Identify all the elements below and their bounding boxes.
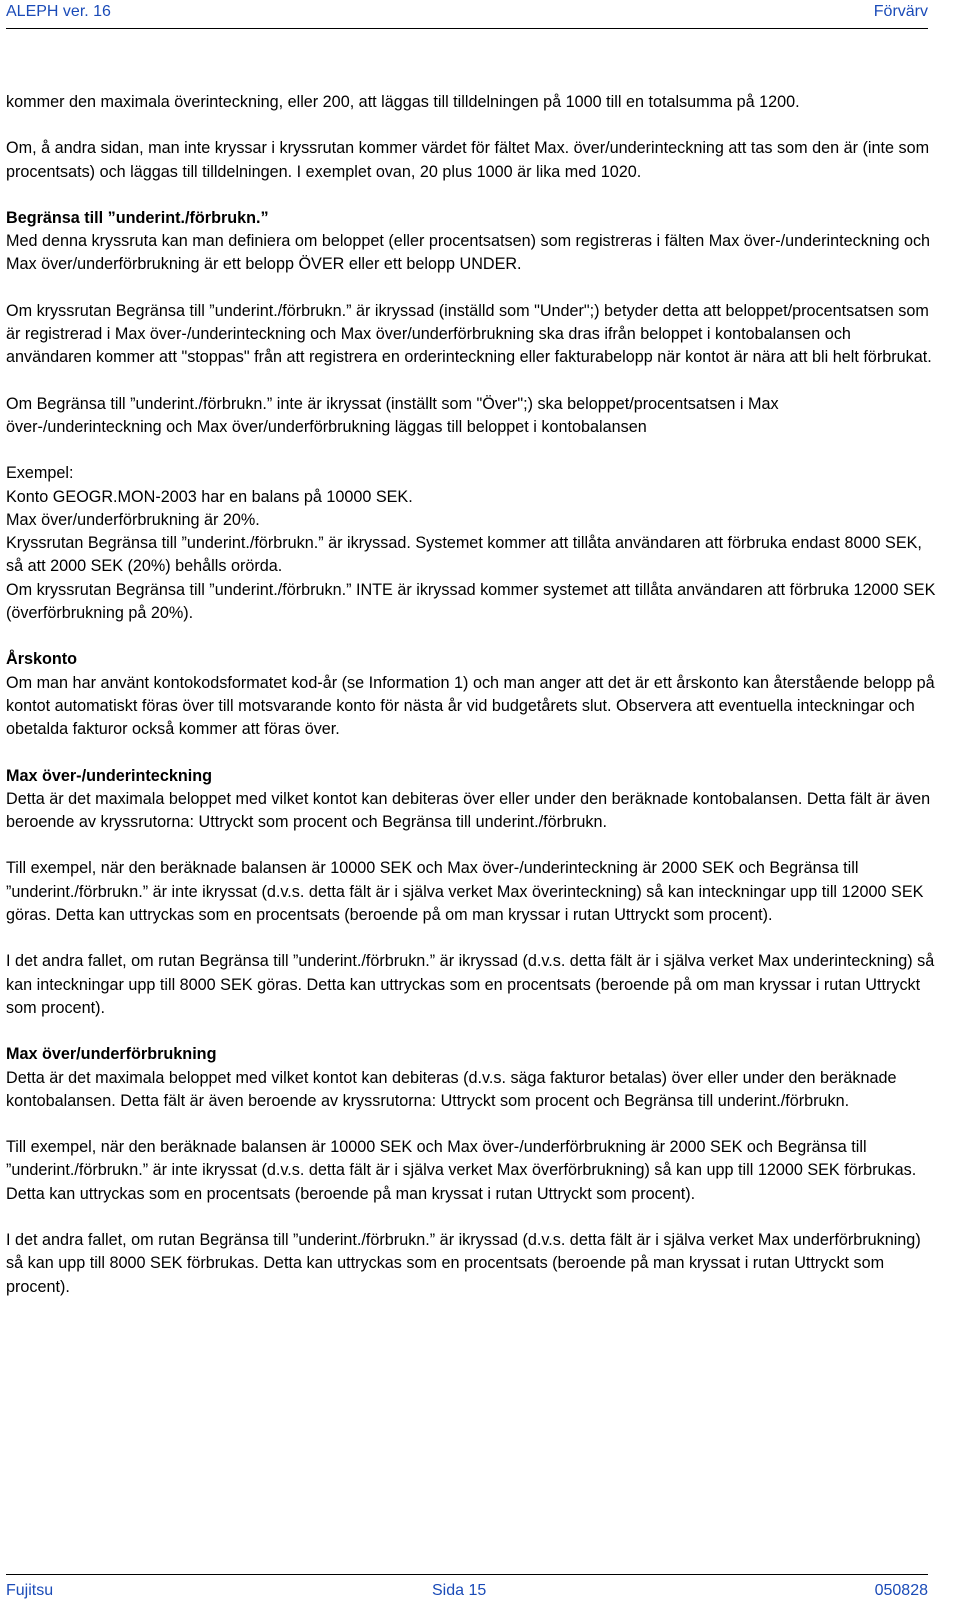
paragraph: Om kryssrutan Begränsa till ”underint./förbrukn.” är ikryssad (inställd som "Under";) betyder detta att beloppet/procentsatsen som är registrerad i Max över-/underinteckning och Max över/underförbrukning ska dras ifrån beloppet i kontobalansen och användaren kommer att "stoppas" från att registrera en orderinteckning eller fakturabelopp när kontot är nära att bli helt förbrukat. xyxy=(6,301,932,367)
section-heading: Max över/underförbrukning xyxy=(6,1045,217,1064)
footer-date: 050828 xyxy=(874,1582,928,1599)
page-number: Sida 15 xyxy=(432,1582,487,1599)
page-footer xyxy=(6,1574,928,1605)
paragraph: Med denna kryssruta kan man definiera om beloppet (eller procentsatsen) som registreras i fälten Max över-/underinteckning och Max över/underförbrukning är ett belopp ÖVER eller ett belopp UNDER. xyxy=(6,232,931,274)
footer-company: Fujitsu xyxy=(6,1582,54,1599)
section-heading: Årskonto xyxy=(6,650,78,669)
paragraph: kommer den maximala överinteckning, eller 200, att läggas till tilldelningen på 1000 till en totalsumma på 1200. xyxy=(6,93,800,111)
paragraph: Till exempel, när den beräknade balansen är 10000 SEK och Max över-/underförbrukning är 2000 SEK och Begränsa till ”underint./förbrukn.” är inte ikryssat (d.v.s. detta fält är i själva verket Max överförbrukning) så kan upp till 12000 SEK förbrukas. Detta kan uttryckas som en procentsats (beroende på man kryssat i rutan Uttryckt som procent). xyxy=(6,1138,917,1203)
paragraph: I det andra fallet, om rutan Begränsa till ”underint./förbrukn.” är ikryssad (d.v.s. detta fält är i själva verket Max underinteckning) så kan inteckningar upp till 8000 SEK göras. Detta kan uttryckas som en procentsats (beroende på om man kryssar i rutan Uttryckt som procent). xyxy=(6,952,935,1017)
header-section: Förvärv xyxy=(873,3,928,20)
paragraph: Om man har använt kontokodsformatet kod-år (se Information 1) och man anger att det är ett årskonto kan återstående belopp på kontot automatiskt föras över till motsvarande konto för nästa år vid budgetårets slut. Observera att eventuella inteckningar och obetalda fakturor också kommer att föras över. xyxy=(6,673,935,739)
section-heading: Begränsa till ”underint./förbrukn.” xyxy=(6,208,269,227)
page-header xyxy=(6,0,928,29)
example-line: Konto GEOGR.MON-2003 har en balans på 10000 SEK. xyxy=(6,487,413,506)
paragraph: Detta är det maximala beloppet med vilket kontot kan debiteras (d.v.s. säga fakturor betalas) över eller under den beräknade kontobalansen. Detta fält är även beroende av kryssrutorna: Uttryckt som procent och Begränsa till underint./förbrukn. xyxy=(6,1068,897,1110)
paragraph: Till exempel, när den beräknade balansen är 10000 SEK och Max över-/underinteckning är 2000 SEK och Begränsa till ”underint./förbrukn.” är inte ikryssat (d.v.s. detta fält är i själva verket Max överinteckning) så kan inteckningar upp till 12000 SEK göras. Detta kan uttryckas som en procentsats (beroende på om man kryssar i rutan Uttryckt som procent). xyxy=(6,859,924,925)
section-heading: Max över-/underinteckning xyxy=(6,766,212,785)
paragraph: Om, å andra sidan, man inte kryssar i kryssrutan kommer värdet för fältet Max. över/underinteckning att tas som den är (inte som procentsats) och läggas till tilldelningen. I exemplet ovan, 20 plus 1000 är lika med 1020. xyxy=(6,139,930,181)
example-line: Kryssrutan Begränsa till ”underint./förbrukn.” är ikryssad. Systemet kommer att tillåta användaren att förbruka endast 8000 SEK, så att 2000 SEK (20%) behålls orörda. xyxy=(6,534,922,576)
example-line: Om kryssrutan Begränsa till ”underint./förbrukn.” INTE är ikryssad kommer systemet att tillåta användaren att förbruka 12000 SEK (överförbrukning på 20%). xyxy=(6,580,936,623)
example-line: Max över/underförbrukning är 20%. xyxy=(6,510,260,529)
header-product: ALEPH ver. 16 xyxy=(6,3,111,20)
paragraph: Om Begränsa till ”underint./förbrukn.” inte är ikryssat (inställt som "Över";) ska beloppet/procentsatsen i Max över-/underinteckning och Max över/underförbrukning läggas till beloppet i kontobalansen xyxy=(6,394,779,436)
example-label: Exempel: xyxy=(6,464,74,483)
paragraph: I det andra fallet, om rutan Begränsa till ”underint./förbrukn.” är ikryssad (d.v.s. detta fält är i själva verket Max underförbrukning) så kan upp till 8000 SEK förbrukas. Detta kan uttryckas som en procentsats (beroende på man kryssat i rutan Uttryckt som procent). xyxy=(6,1230,921,1296)
paragraph: Detta är det maximala beloppet med vilket kontot kan debiteras över eller under den beräknade kontobalansen. Detta fält är även beroende av kryssrutorna: Uttryckt som procent och Begränsa till underint./förbrukn. xyxy=(6,789,931,832)
document-body xyxy=(6,91,936,1299)
